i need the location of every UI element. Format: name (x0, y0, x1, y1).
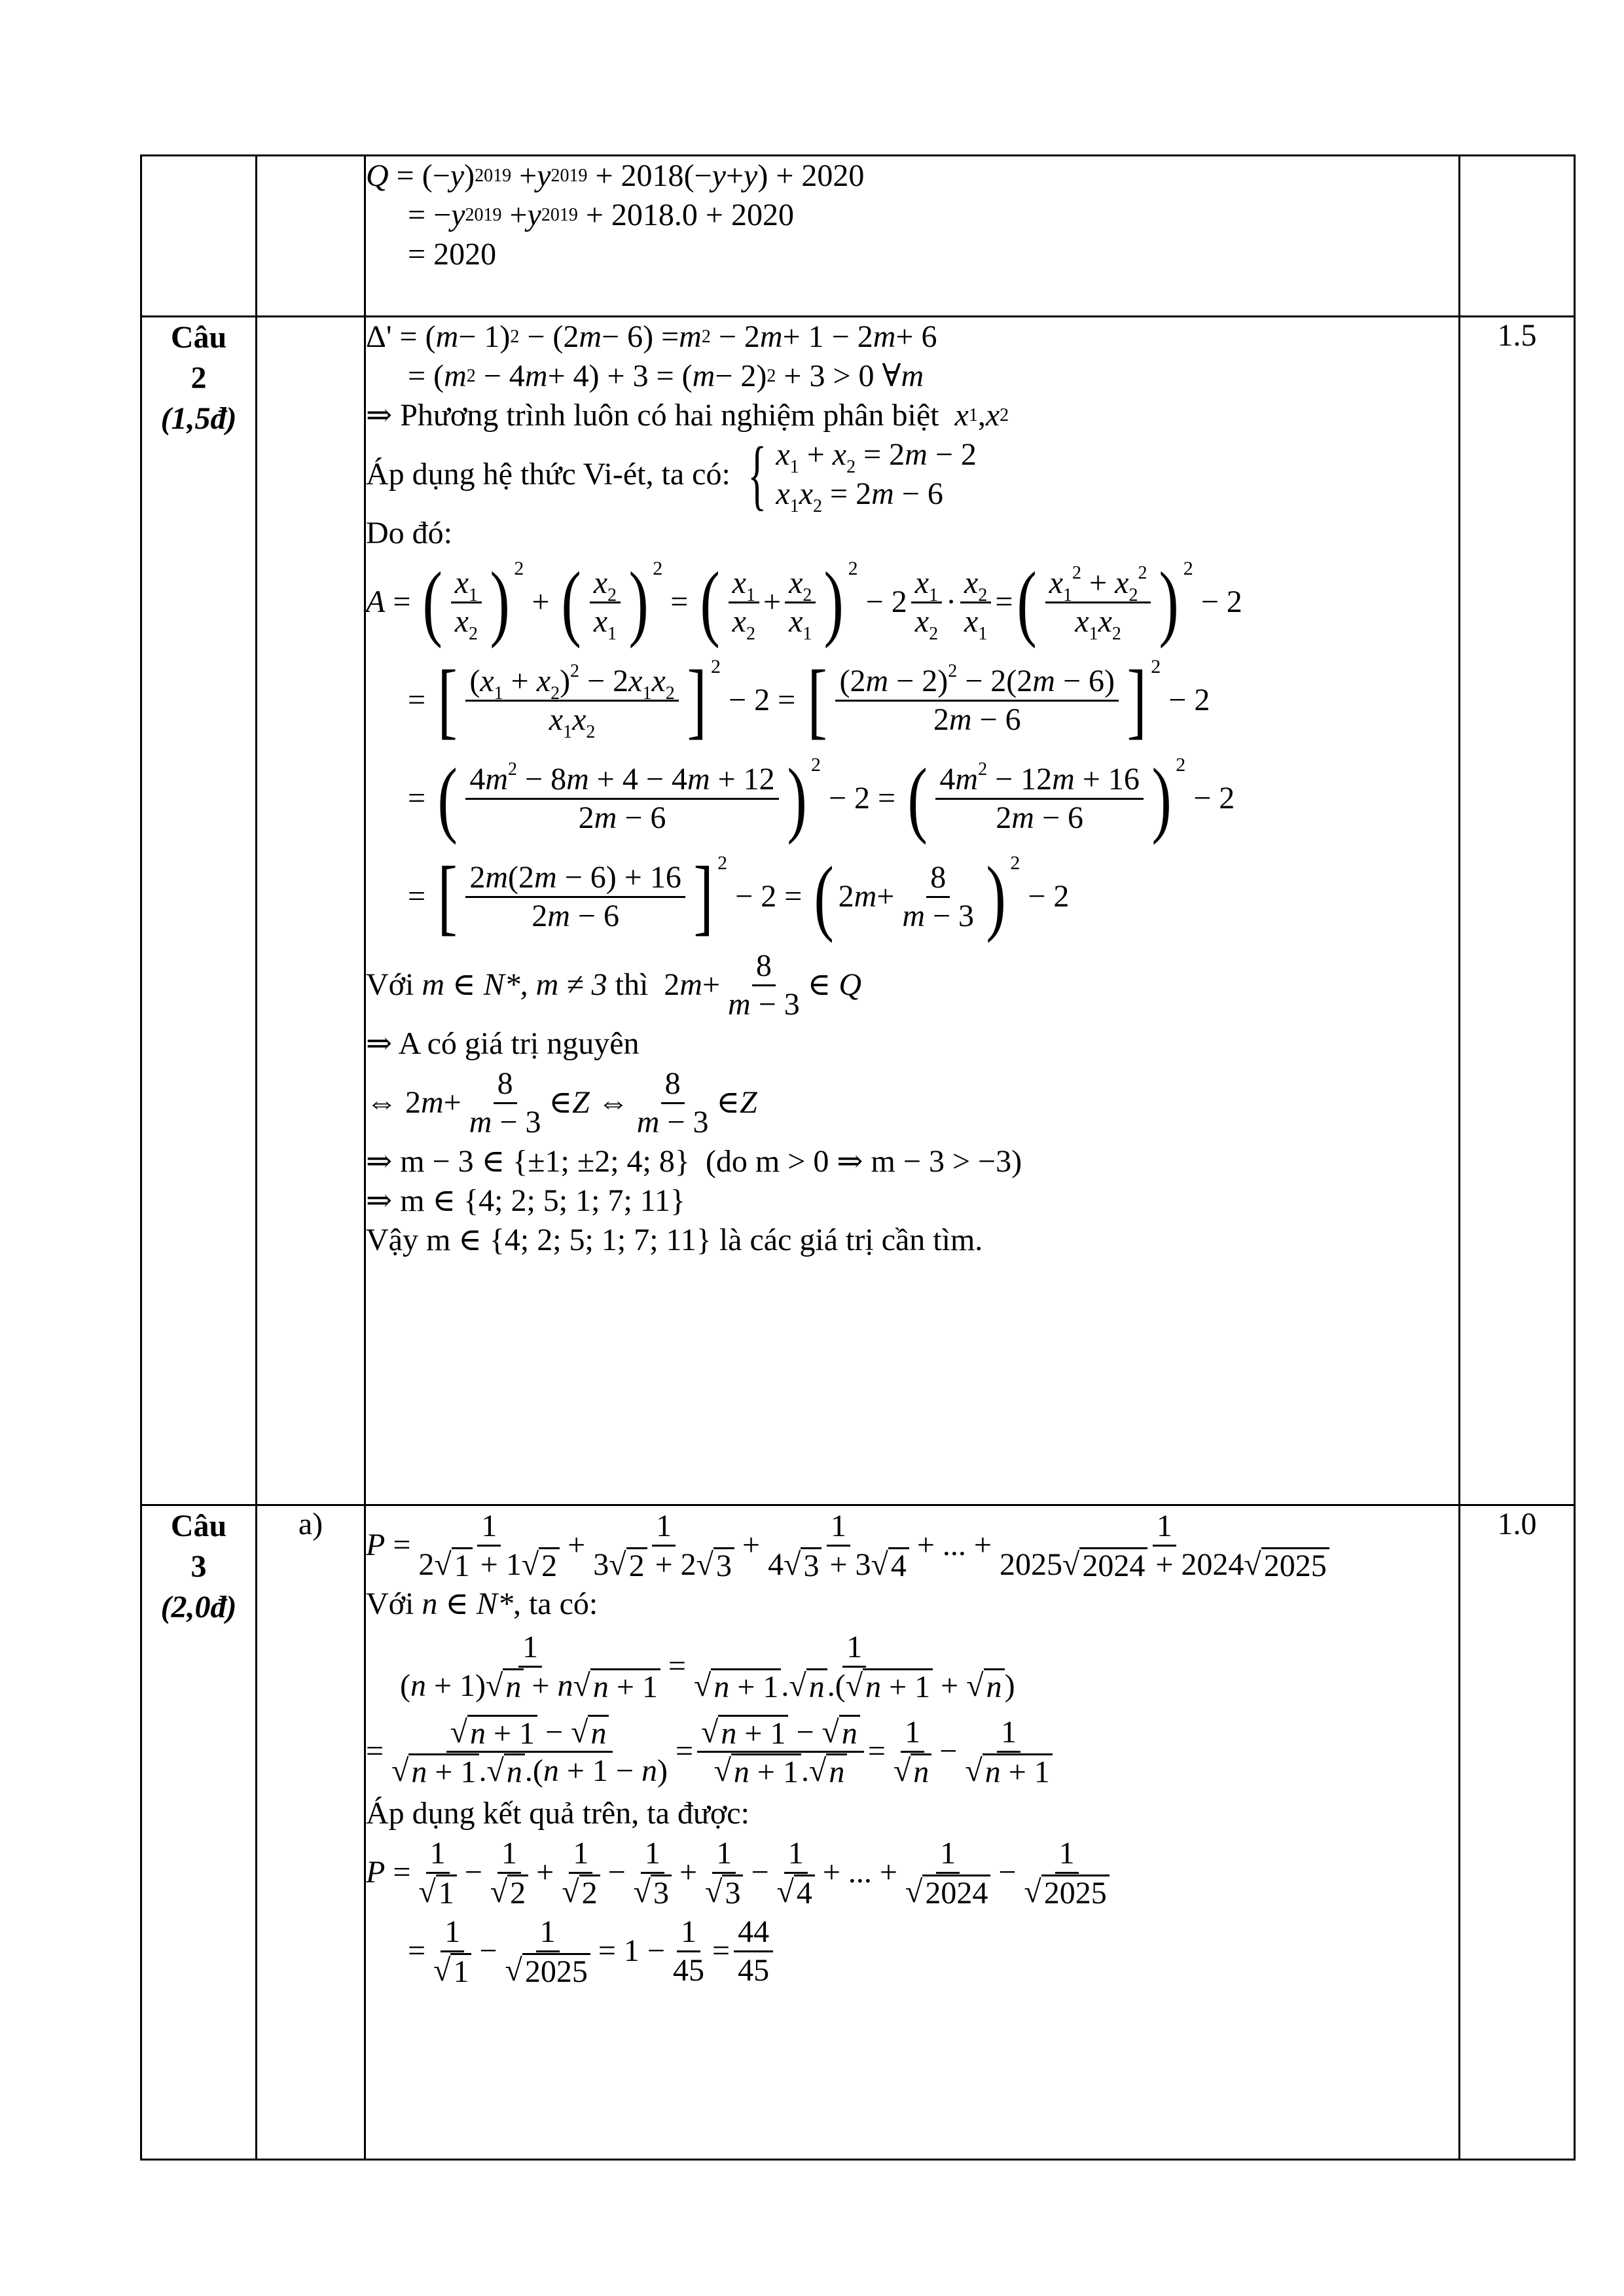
with-n-text: Với (366, 1587, 414, 1621)
question-label: Câu (170, 1509, 227, 1543)
m-set: ⇒ m ∈ {4; 2; 5; 1; 7; 11} (366, 1183, 686, 1218)
distinct-roots-text: ⇒ Phương trình luôn có hai nghiệm phân biệt (366, 398, 939, 433)
final-set: m ∈ {4; 2; 5; 1; 7; 11} (425, 1223, 712, 1257)
question-points: (1,5đ) (160, 401, 237, 436)
score-cell (1460, 317, 1575, 1505)
question-label-cell (141, 1505, 257, 2160)
do-condition: (do m > 0 ⇒ m − 3 > −3) (705, 1144, 1022, 1179)
with-m-text: Với (366, 967, 414, 1002)
in-q-text: ∈ Q (807, 967, 861, 1002)
score-value: 1.0 (1497, 1507, 1537, 1541)
question-points: (2,0đ) (160, 1590, 237, 1624)
thi-text: thì (615, 967, 649, 1002)
apply-result-text: Áp dụng kết quả trên, ta được: (366, 1796, 749, 1831)
question-label-cell (141, 317, 257, 1505)
n-condition: n ∈ N* (422, 1587, 513, 1621)
part-cell (257, 1505, 365, 2160)
part-cell-empty (257, 156, 365, 317)
table-row (141, 156, 1575, 317)
q1-continued-content: Q = (− y ) 2019 + y 2019 + 2018 (− y + y ) + 2020 = − y 2019 + y 2019 + 2018.0 + 2020 = 2020 (365, 156, 1460, 317)
q3-solution: P = 1 2√ 1 + 1√ 2 + 1 3√ 2 + 2√ 3 + 1 4√ 3 + 3√ 4 + ... + 1 2025√ 2024 + 2024√ 2025 Với n ∈ N* , ta có: 1 (n + 1)√ n + n√ n + 1 = 1 √ n + 1 .√ n .(√ n + 1 + √ n ) = √ n + 1 − √ n √ n + 1 .√ n .(n + 1 − n) = √ n + 1 − √ n √ n + 1 .√ n = 1 √ n − 1 √ n + 1 Áp dụng kết quả trên, ta được: P = 1 √ 1 − 1 √ 2 + 1 √ 2 − 1 √ 3 + 1 √ 3 − 1 √ 4 + ... + 1 √ 2024 − 1 √ 2025 = 1 √ 1 − 1 √ 2025 = 1 − $\frac{1}{45}$ = $\frac{44}{45}$ (365, 1505, 1460, 2160)
m-minus-3-set: ⇒ m − 3 ∈ {±1; ±2; 4; 8} (366, 1144, 690, 1179)
solution-table (140, 154, 1576, 2161)
m-condition: m ∈ N*, m ≠ 3 (422, 967, 607, 1002)
part-label: a) (298, 1507, 323, 1541)
vieta-system: { $x_1 + x_2 = 2m - 2$ $x_1x_2 = 2m - 6$ (748, 431, 977, 518)
question-number: 3 (190, 1549, 207, 1584)
final-suffix: là các giá trị cần tìm. (719, 1223, 983, 1257)
a-integer-text: ⇒ A có giá trị nguyên (366, 1026, 640, 1061)
part-cell-empty (257, 317, 365, 1505)
question-label: Câu (170, 320, 227, 355)
question-number: 2 (190, 361, 207, 395)
ta-co-text: , ta có: (513, 1587, 598, 1621)
final-prefix: Vậy (366, 1223, 418, 1257)
table-row (141, 317, 1575, 1505)
score-value: 1.5 (1497, 318, 1537, 353)
do-do-text: Do đó: (366, 516, 452, 550)
question-cell-empty (141, 156, 257, 317)
vieta-intro-text: Áp dụng hệ thức Vi-ét, ta có: (366, 457, 731, 492)
q2-solution: Δ' = ( m − 1) 2 − (2 m − 6) = m 2 − 2 m + 1 − 2 m + 6 = ( m 2 − 4 m + 4) + 3 = ( m − 2) 2 + 3 > 0 ∀ m ⇒ Phương trình luôn có hai nghiệm phân biệt x 1 , x 2 Áp dụng hệ thức Vi-ét, ta có: { $x_1 + x_2 = 2m - 2$ $x_1x_2 = 2m - 6$ Do đó: A = ( $\frac{x_1}{x_2}$ ) 2 + ( $\frac{x_2}{x_1}$ ) 2 = ( $\frac{x_1}{x_2}$ + $\frac{x_2}{x_1}$ ) 2 − 2 $\frac{x_1}{x_2}$ · $\frac{x_2}{x_1}$ = ( $\frac{x_1^2 + x_2^2}{x_1x_2}$ ) 2 − 2 = [ $\frac{(x_1 + x_2)^2 - 2x_1x_2}{x_1x_2}$ ] 2 − 2 = [ $\frac{(2m - 2)^2 - 2(2m - 6)}{2m - 6}$ ] 2 − 2 = ( $\frac{4m^2 - 8m + 4 - 4m + 12}{2m - 6}$ ) 2 − 2 = ( $\frac{4m^2 - 12m + 16}{2m - 6}$ ) 2 − 2 = [ $\frac{2m(2m - 6) + 16}{2m - 6}$ ] 2 − 2 = ( 2 m + $\frac{8}{m - 3}$ ) 2 − 2 Với m ∈ N*, m ≠ 3 thì 2 m + $\frac{8}{m - 3}$ ∈ Q ⇒ A có giá trị nguyên ⇔ 2 m + $\frac{8}{m - 3}$ ∈ Z ⇔ $\frac{8}{m - 3}$ ∈ Z ⇒ m − 3 ∈ {±1; ±2; 4; 8} (do m > 0 ⇒ m − 3 > −3) ⇒ m ∈ {4; 2; 5; 1; 7; 11} Vậy m ∈ {4; 2; 5; 1; 7; 11} là các giá trị cần tìm. (365, 317, 1460, 1505)
table-row (141, 1505, 1575, 2160)
score-cell (1460, 1505, 1575, 2160)
score-cell-empty (1460, 156, 1575, 317)
